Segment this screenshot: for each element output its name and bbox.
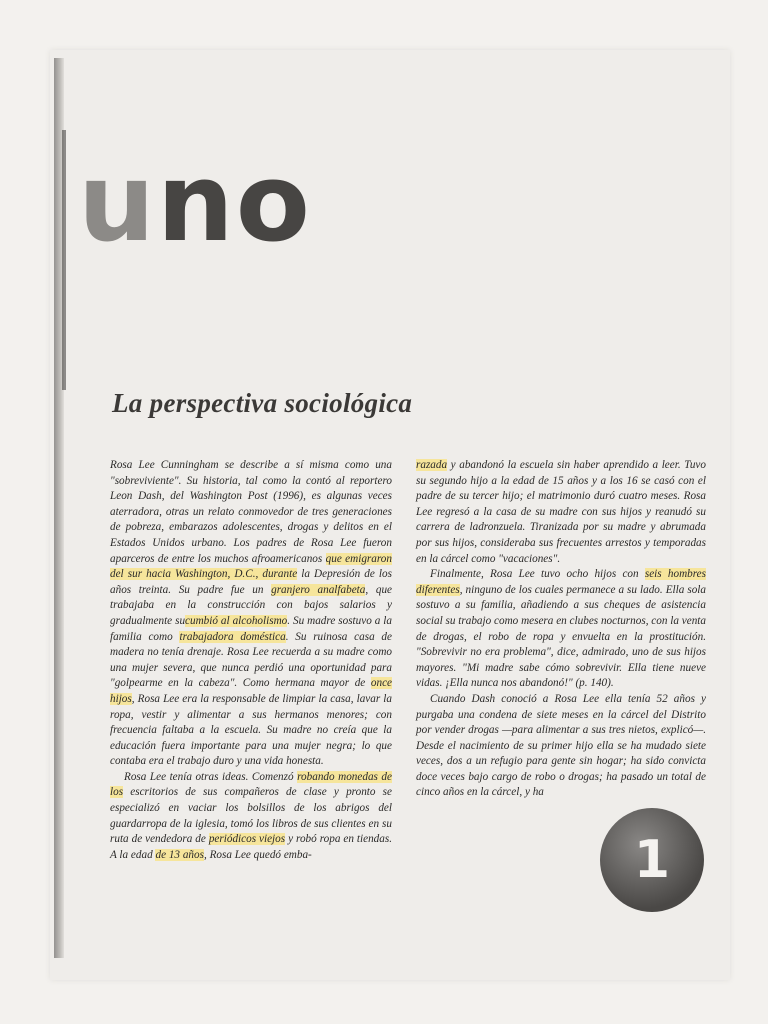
paragraph xyxy=(110,458,392,770)
text-run: , Rosa Lee era la responsable de limpiar la casa, lavar la ropa, vestir y alimentar a sus hermanos menores; con frecuencia faltaba a la escuela. Su madre no creía que la educación fuera importante para una mujer negra; lo que contaba era el trabajo duro y una vida honesta. xyxy=(110,692,392,768)
highlighted-text: trabajadora doméstica xyxy=(179,630,286,643)
paragraph xyxy=(416,458,706,567)
chapter-heading xyxy=(78,141,312,266)
highlighted-text: granjero analfabeta xyxy=(271,583,366,596)
left-text-column xyxy=(110,458,392,863)
chapter-heading-rest: no xyxy=(156,141,312,266)
text-run: la Depresión de los años treinta. Su padre fue un xyxy=(110,568,392,596)
text-run: y abandonó la escuela sin haber aprendido a leer. Tuvo su segundo hijo a la edad de 15 años y a los 16 se casó con el padre de su tercer hijo; el matrimonio duró cuatro meses. Rosa Lee regresó a la casa de su madre con sus hijos y reanudó su carrera de ladronzuela. Tiranizada por su madre y abrumada por sus hijos, consideraba sus frecuentes arrestos y temporadas en la cárcel como "vacaciones". xyxy=(416,459,706,565)
highlighted-text: cumbió al alcoholismo xyxy=(185,614,288,627)
text-run: , Rosa Lee quedó emba- xyxy=(203,848,312,861)
highlighted-text: razada xyxy=(416,459,448,471)
text-run: , que trabajaba en la construcción con bajos salarios y gradualmente su xyxy=(110,583,392,627)
chapter-number: 1 xyxy=(633,830,671,890)
text-run: , ninguno de los cuales permanece a su lado. Ella sola sostuvo a su familia, añadiendo a sus cheques de asistencia social su trabajo como mesera en clubes nocturnos, con la venta de drogas, el robo de ropa y envuelta en la prostitución. "Sobrevivir no era problema", dice, admirado, uno de sus hijos mayores. "Mi madre sabe cómo sobrevivir. Ella tiene nueve vidas. ¡Ella nunca nos abandonó!" (p. 140). xyxy=(416,583,706,690)
highlighted-text: robando monedas de los xyxy=(110,770,392,799)
chapter-heading-first-letter: u xyxy=(78,141,157,266)
paragraph xyxy=(110,770,392,864)
text-run: escritorios de sus compañeros de clase y pronto se especializó en vaciar los bolsillos de los abrigos del guardarropa de la iglesia, tomó los libros de sus clientes en su ruta de vendedora de xyxy=(110,786,392,846)
paragraph xyxy=(416,692,706,801)
chapter-number-badge xyxy=(600,808,704,912)
text-run: . Su ruinosa casa de madera no tenía drenaje. Rosa Lee recuerda a su madre como una mujer severa, que nunca perdió una oportunidad para "golpearme en la cabeza". Como hermana mayor de xyxy=(110,630,392,690)
text-run: Rosa Lee tenía otras ideas. Comenzó xyxy=(124,770,298,783)
text-run: y robó ropa en tiendas. A la edad xyxy=(110,833,392,861)
highlighted-text: once hijos xyxy=(110,677,392,705)
text-run: Rosa Lee Cunningham se describe a sí misma como una "sobreviviente". Su historia, tal como la contó al reportero Leon Dash, del Washington Post (1996), es algunas veces aterradora, otras un relato conmovedor de tres generaciones de pobreza, embarazos adolescentes, drogas y delitos en el Estados Unidos urbano. Los padres de Rosa Lee fueron aparceros de entre los muchos afroamericanos xyxy=(110,459,392,565)
right-text-column xyxy=(416,458,706,801)
highlighted-text: periódicos viejos xyxy=(208,833,286,846)
highlighted-text: seis hombres diferentes xyxy=(416,568,706,596)
chapter-title: La perspectiva sociológica xyxy=(112,388,413,418)
paragraph xyxy=(416,567,706,692)
text-run: Cuando Dash conoció a Rosa Lee ella tenía 52 años y purgaba una condena de siete meses en la cárcel del Distrito por vender drogas —para alimentar a sus tres nietos, explicó—. Desde el nacimiento de su primer hijo ella se ha mudado siete veces, dos a un refugio para gente sin hogar; ha sido convicta doce veces bajo cargo de robo o drogas; ha pasado un total de cinco años en la cárcel, y ha xyxy=(416,692,706,799)
book-spine-edge xyxy=(62,130,66,390)
text-run: . Su madre sostuvo a la familia como xyxy=(110,614,392,643)
highlighted-text: de 13 años xyxy=(155,848,204,861)
text-run: Finalmente, Rosa Lee tuvo ocho hijos con xyxy=(430,568,645,581)
highlighted-text: que emigraron del sur hacia Washington, D.C., durante xyxy=(110,552,392,581)
